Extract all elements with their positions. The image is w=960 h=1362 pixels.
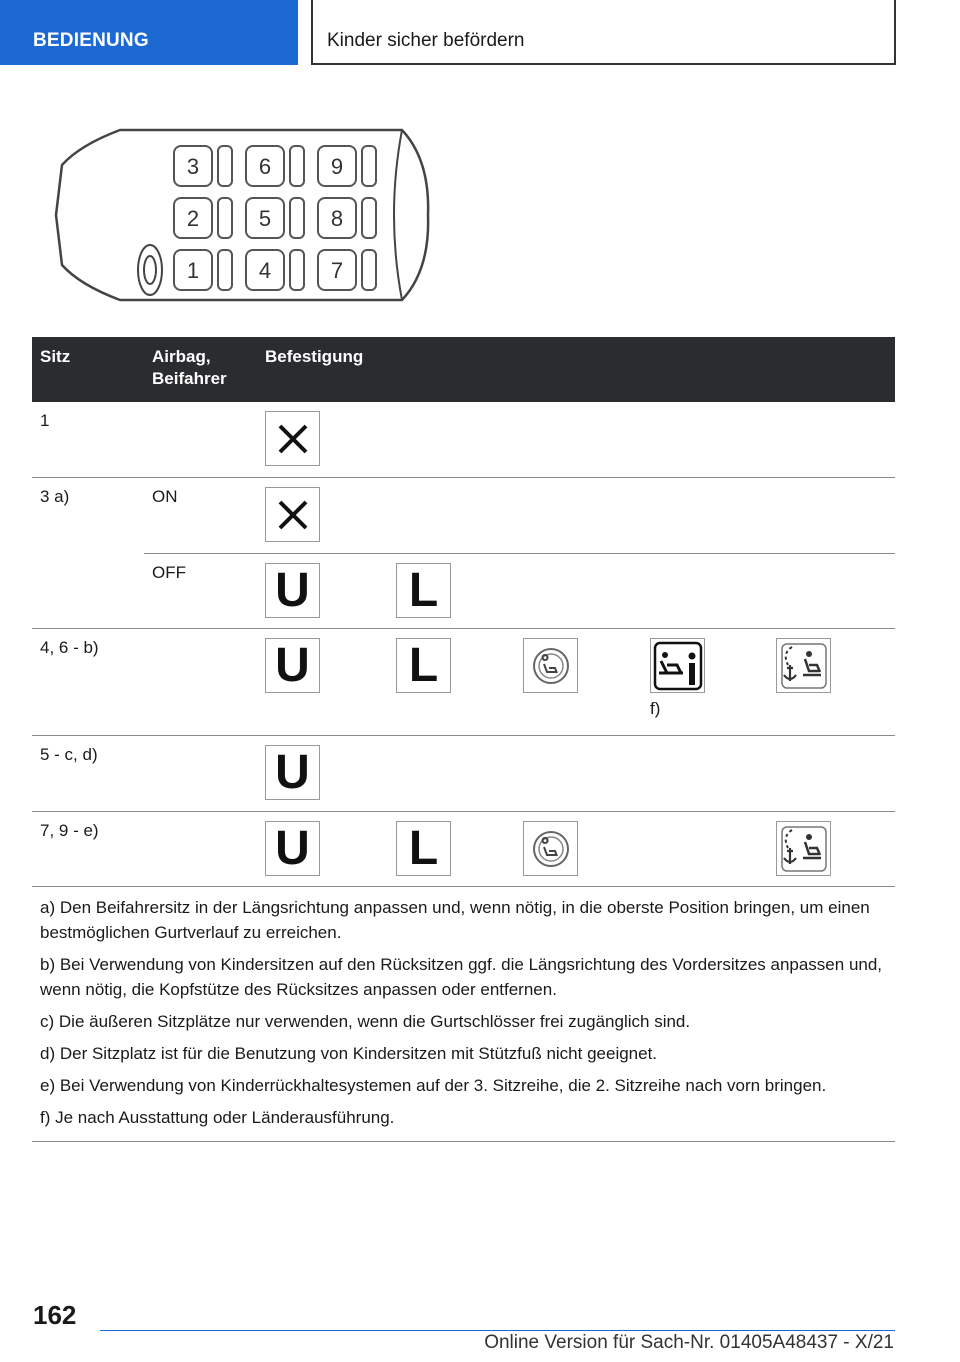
- table-header: [32, 337, 895, 402]
- seat-number: 5: [258, 206, 272, 231]
- table-row: [32, 402, 895, 478]
- airbag-cell: ON: [152, 487, 178, 506]
- footnote: f) Je nach Ausstattung oder Länderausführung.: [40, 1108, 395, 1127]
- support-leg-icon: [776, 638, 831, 693]
- footnote: e) Bei Verwendung von Kinderrückhaltesystemen auf der 3. Sitzreihe, die 2. Sitzreihe nach vorn bringen.: [40, 1076, 827, 1095]
- cross-icon: [265, 487, 320, 542]
- footnote-mark: f): [650, 699, 661, 718]
- support-leg-icon: [776, 821, 831, 876]
- universal-symbol: [265, 563, 320, 618]
- symbol-letter: L: [408, 638, 439, 692]
- symbol-letter: U: [275, 638, 310, 692]
- symbol-letter: U: [275, 745, 310, 799]
- symbol-letter: U: [275, 563, 310, 617]
- seat-cell: 4, 6 - b): [40, 638, 99, 657]
- isize-icon: [650, 638, 705, 693]
- chapter-title: Kinder sicher befördern: [311, 0, 896, 65]
- isofix-icon: [523, 638, 578, 693]
- universal-symbol: [265, 821, 320, 876]
- header-airbag-line1: Airbag,: [152, 347, 211, 366]
- footnote: d) Der Sitzplatz ist für die Benutzung von Kindersitzen mit Stützfuß nicht geeignet.: [40, 1044, 658, 1063]
- section-tab: BEDIENUNG: [0, 0, 298, 65]
- header-mounting: Befestigung: [265, 347, 364, 366]
- child-seat-table: [32, 337, 895, 887]
- symbol-letter: U: [275, 821, 310, 875]
- universal-symbol: [265, 638, 320, 693]
- seat-layout-diagram: [50, 120, 440, 310]
- seat-cell: 5 - c, d): [40, 745, 98, 764]
- seat-number: 4: [258, 258, 272, 283]
- seat-number: 3: [186, 154, 200, 179]
- row-divider: [144, 553, 895, 554]
- seat-number: 9: [330, 154, 344, 179]
- table-row: [32, 812, 895, 887]
- semi-universal-symbol: [396, 821, 451, 876]
- footnote: a) Den Beifahrersitz in der Längsrichtung anpassen und, wenn nötig, in die oberste Position bringen, um einen bestmöglichen Gurtverlauf zu erreichen.: [40, 898, 870, 942]
- seat-number: 8: [330, 206, 344, 231]
- isofix-icon: [523, 821, 578, 876]
- seat-number: 6: [258, 154, 272, 179]
- table-row: [32, 736, 895, 812]
- seat-number: 2: [186, 206, 200, 231]
- page-number: 162: [33, 1300, 77, 1330]
- footnotes: [32, 886, 895, 1142]
- footer-text: Online Version für Sach-Nr. 01405A48437 - X/21: [484, 1332, 894, 1353]
- airbag-cell: OFF: [152, 563, 186, 582]
- footnote: c) Die äußeren Sitzplätze nur verwenden, wenn die Gurtschlösser frei zugänglich sind.: [40, 1012, 691, 1031]
- header-airbag-line2: Beifahrer: [152, 369, 227, 388]
- seat-cell: 3 a): [40, 487, 70, 506]
- footer-rule: [100, 1330, 895, 1331]
- seat-number: 7: [330, 258, 344, 283]
- semi-universal-symbol: [396, 638, 451, 693]
- footnote: b) Bei Verwendung von Kindersitzen auf den Rücksitzen ggf. die Längsrichtung des Vordersitzes anpassen und, wenn nötig, die Kopfstütze des Rücksitzes anpassen oder entfernen.: [40, 955, 883, 999]
- seat-number: 1: [186, 258, 200, 283]
- table-row: [32, 478, 895, 629]
- header-seat: Sitz: [40, 347, 71, 366]
- universal-symbol: [265, 745, 320, 800]
- symbol-letter: L: [408, 563, 439, 617]
- symbol-letter: L: [408, 821, 439, 875]
- seat-cell: 7, 9 - e): [40, 821, 99, 840]
- table-row: [32, 629, 895, 736]
- cross-icon: [265, 411, 320, 466]
- semi-universal-symbol: [396, 563, 451, 618]
- header-airbag: [152, 346, 227, 390]
- seat-cell: 1: [40, 411, 50, 430]
